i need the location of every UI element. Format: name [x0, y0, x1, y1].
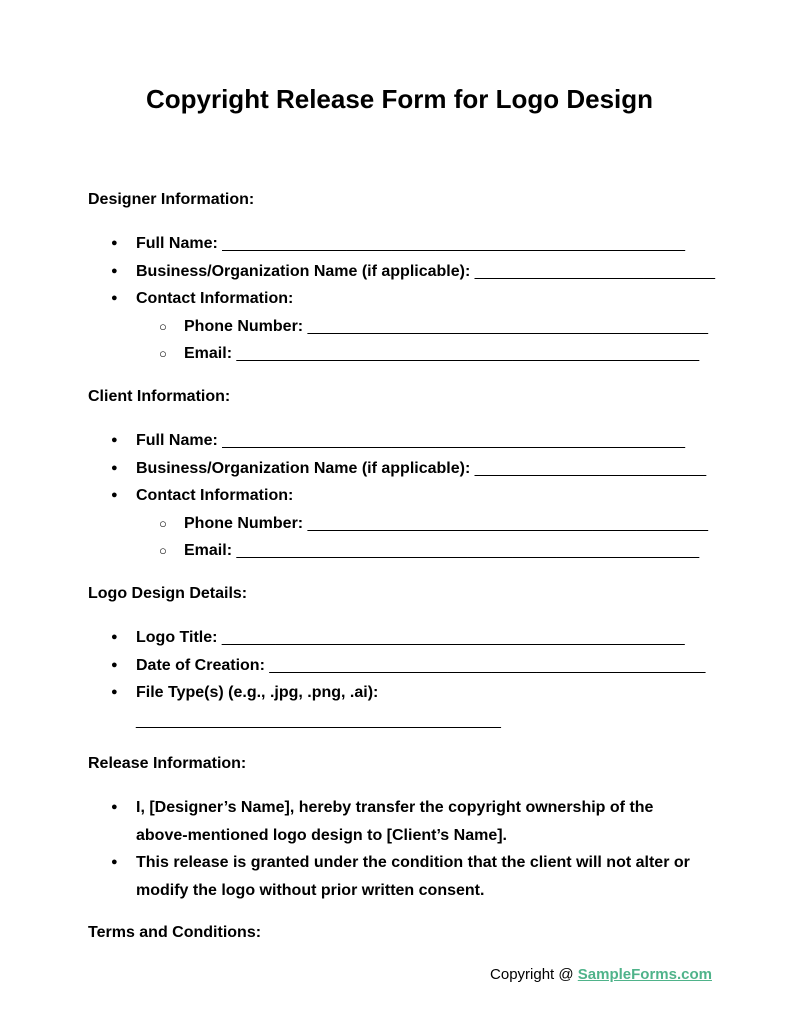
client-business-blank[interactable]: __________________________	[474, 459, 707, 477]
release-heading: Release Information:	[88, 755, 247, 772]
client-heading: Client Information:	[88, 388, 231, 405]
designer-business-label: Business/Organization Name (if applicable):	[136, 262, 471, 280]
client-full-name	[112, 427, 732, 455]
logo-date-blank[interactable]: _________________________________________________	[269, 656, 706, 674]
logo-date-label: Date of Creation:	[136, 656, 265, 674]
logo-title-blank[interactable]: ____________________________________________________	[221, 629, 685, 646]
page-title: Copyright Release Form for Logo Design	[145, 84, 654, 114]
logo-file-type	[112, 679, 732, 734]
client-full-name-label: Full Name:	[136, 432, 218, 449]
release-list	[112, 794, 702, 904]
designer-email	[112, 340, 732, 368]
terms-heading: Terms and Conditions:	[88, 924, 262, 941]
client-contact-label: Contact Information:	[136, 487, 294, 504]
logo-title-label: Logo Title:	[136, 629, 218, 646]
footer-prefix: Copyright @	[490, 966, 574, 983]
logo-list	[112, 624, 732, 734]
client-list	[112, 427, 732, 565]
client-email-blank[interactable]: ____________________________________________________	[236, 542, 700, 559]
footer-copyright	[490, 966, 712, 983]
client-contact	[112, 482, 732, 510]
designer-business-blank[interactable]: ___________________________	[474, 262, 716, 280]
designer-heading: Designer Information:	[88, 191, 255, 208]
designer-full-name-blank[interactable]: ____________________________________________________	[222, 235, 685, 252]
logo-file-type-label: File Type(s) (e.g., .jpg, .png, .ai):	[136, 684, 379, 701]
logo-file-type-blank[interactable]: _________________________________________	[136, 711, 501, 729]
client-email	[112, 537, 732, 565]
logo-title	[112, 624, 732, 652]
client-phone-label: Phone Number:	[184, 514, 304, 532]
designer-phone-blank[interactable]: _____________________________________________	[307, 317, 709, 335]
client-full-name-blank[interactable]: ____________________________________________________	[222, 432, 685, 449]
client-email-label: Email:	[184, 542, 233, 559]
client-phone	[112, 510, 732, 538]
logo-heading: Logo Design Details:	[88, 585, 248, 602]
designer-full-name	[112, 230, 732, 258]
release-item-1: ● I, [Designer’s Name], hereby transfer the copyright ownership of the above-mentioned logo design to [Client’s Name].	[112, 794, 702, 849]
client-business-label: Business/Organization Name (if applicable):	[136, 459, 471, 477]
designer-contact	[112, 285, 732, 313]
designer-phone	[112, 313, 732, 341]
designer-email-label: Email:	[184, 345, 233, 362]
client-phone-blank[interactable]: _____________________________________________	[307, 514, 709, 532]
designer-list	[112, 230, 732, 368]
logo-date	[112, 652, 732, 680]
footer-brand-link[interactable]: SampleForms.com	[577, 966, 712, 983]
designer-business	[112, 258, 732, 286]
designer-full-name-label: Full Name:	[136, 235, 218, 252]
release-item-2: ● This release is granted under the condition that the client will not alter or modify the logo without prior written consent.	[112, 849, 702, 904]
client-business	[112, 455, 732, 483]
designer-email-blank[interactable]: ____________________________________________________	[236, 345, 700, 362]
designer-phone-label: Phone Number:	[184, 317, 304, 335]
designer-contact-label: Contact Information:	[136, 290, 294, 307]
